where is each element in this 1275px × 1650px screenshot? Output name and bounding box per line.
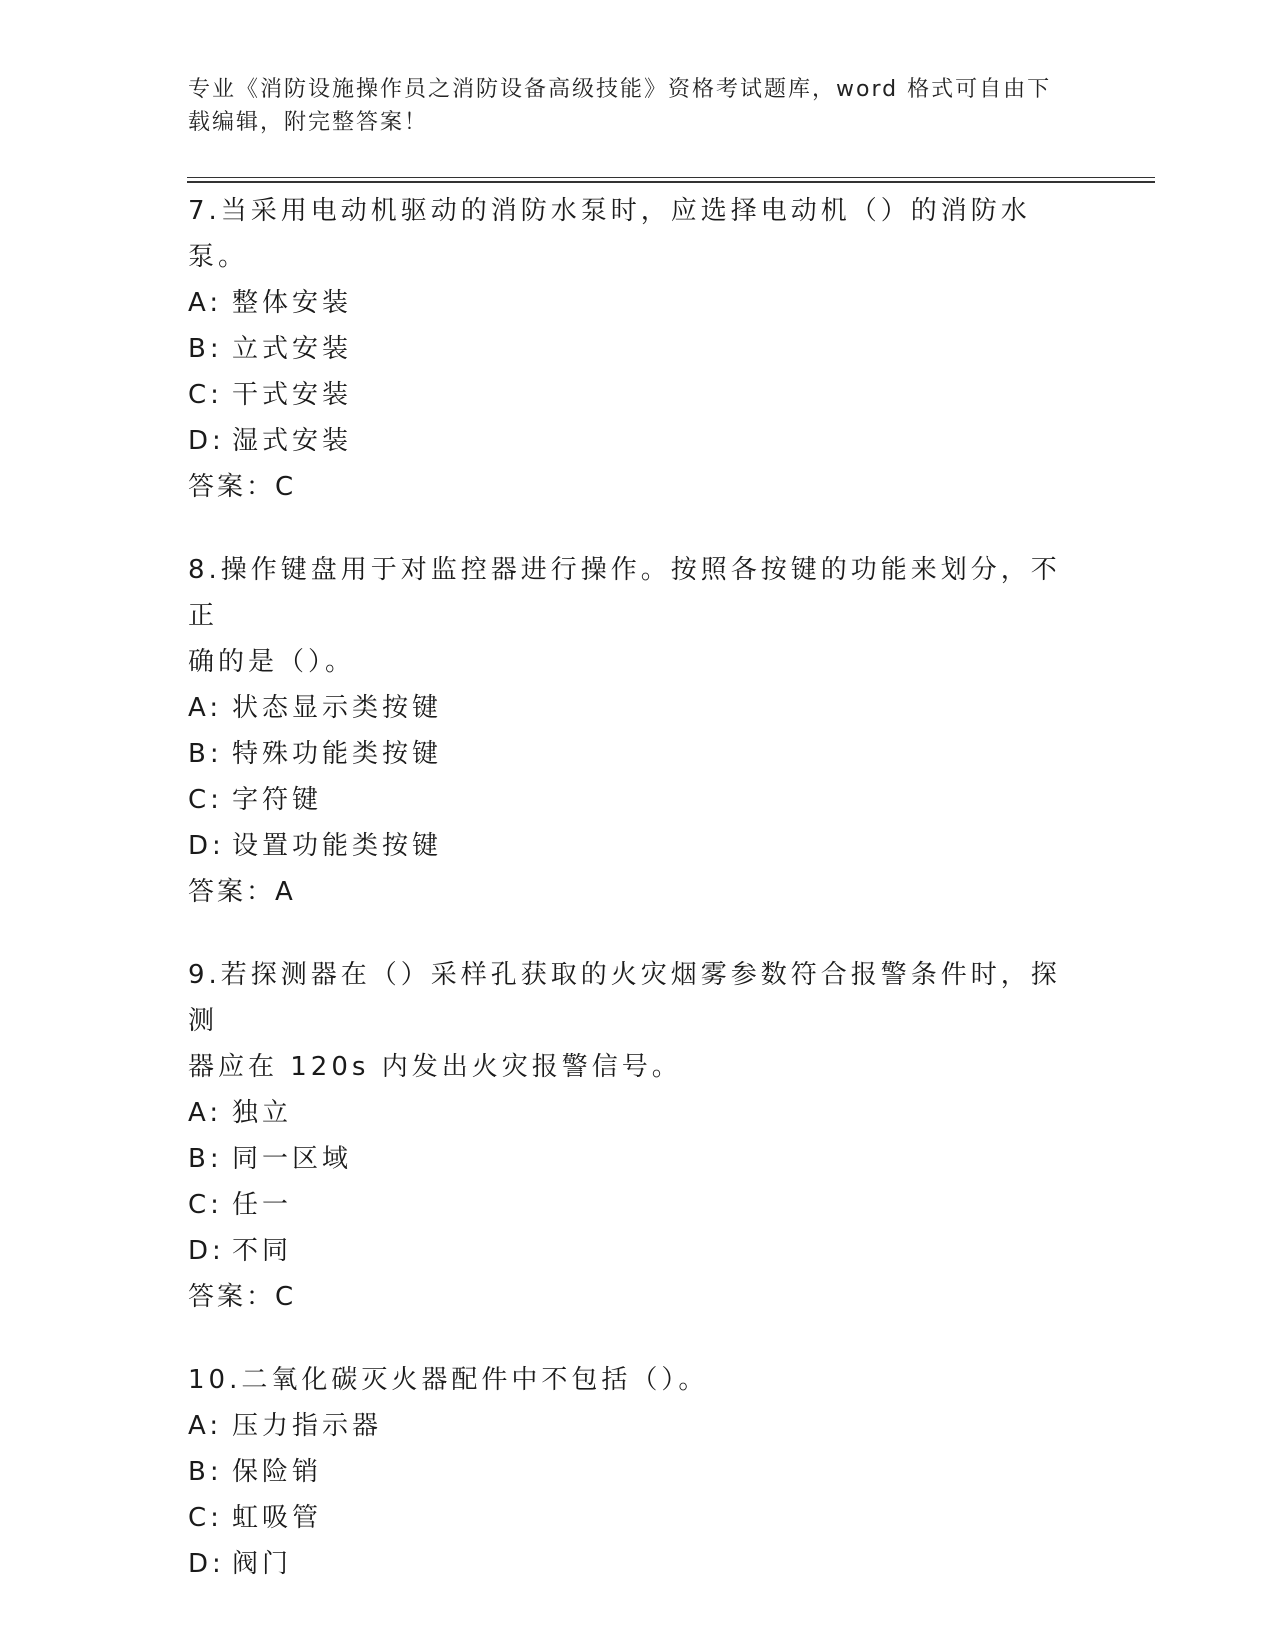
answer-line: 答案：C <box>188 472 297 502</box>
question-stem: 7.当采用电动机驱动的消防水泵时，应选择电动机（）的消防水泵。 <box>188 196 1031 272</box>
option-text: 独立 <box>232 1098 293 1128</box>
option-key: C: <box>188 1190 223 1220</box>
option-d <box>188 418 1088 464</box>
option-a <box>188 1403 1088 1449</box>
question-stem-line-2: 确的是（）。 <box>188 647 356 677</box>
option-key: C: <box>188 380 223 410</box>
question-stem-line-1: 8.操作键盘用于对监控器进行操作。按照各按键的功能来划分，不正 <box>188 555 1061 631</box>
option-text: 阀门 <box>232 1549 293 1579</box>
option-key: B: <box>188 1144 223 1174</box>
option-key: A: <box>188 1411 223 1441</box>
question-7 <box>188 188 1088 510</box>
option-c <box>188 1182 1088 1228</box>
option-key: D: <box>188 1236 225 1266</box>
option-key: A: <box>188 288 223 318</box>
option-key: D: <box>188 426 225 456</box>
document-header <box>188 73 1088 139</box>
option-key: D: <box>188 831 225 861</box>
option-text: 整体安装 <box>232 288 353 318</box>
option-text: 干式安装 <box>232 380 353 410</box>
option-text: 同一区域 <box>232 1144 353 1174</box>
option-c <box>188 777 1088 823</box>
option-c <box>188 372 1088 418</box>
question-stem-line-2: 器应在 120s 内发出火灾报警信号。 <box>188 1052 682 1082</box>
question-8 <box>188 547 1088 915</box>
option-b <box>188 1449 1088 1495</box>
option-d <box>188 1228 1088 1274</box>
header-line-1: 专业《消防设施操作员之消防设备高级技能》资格考试题库，word 格式可自由下 <box>188 77 1052 102</box>
option-key: C: <box>188 1503 223 1533</box>
header-line-2: 载编辑，附完整答案！ <box>188 110 429 135</box>
option-d <box>188 823 1088 869</box>
option-b <box>188 326 1088 372</box>
option-text: 字符键 <box>232 785 323 815</box>
option-text: 设置功能类按键 <box>232 831 443 861</box>
option-text: 不同 <box>232 1236 293 1266</box>
question-list <box>188 188 1088 1624</box>
option-a <box>188 685 1088 731</box>
option-text: 任一 <box>232 1190 293 1220</box>
option-text: 保险销 <box>232 1457 323 1487</box>
option-key: B: <box>188 334 223 364</box>
header-divider-thick <box>187 181 1155 183</box>
option-key: C: <box>188 785 223 815</box>
option-key: B: <box>188 1457 223 1487</box>
option-text: 虹吸管 <box>232 1503 323 1533</box>
question-stem: 10.二氧化碳灭火器配件中不包括（）。 <box>188 1365 709 1395</box>
option-key: D: <box>188 1549 225 1579</box>
answer-line: 答案：C <box>188 1282 297 1312</box>
option-a <box>188 280 1088 326</box>
header-divider-thin <box>187 177 1155 178</box>
option-b <box>188 1136 1088 1182</box>
answer-line: 答案：A <box>188 877 296 907</box>
option-text: 立式安装 <box>232 334 353 364</box>
option-key: A: <box>188 1098 223 1128</box>
question-9 <box>188 952 1088 1320</box>
option-text: 压力指示器 <box>232 1411 383 1441</box>
option-c <box>188 1495 1088 1541</box>
option-text: 特殊功能类按键 <box>232 739 443 769</box>
option-text: 湿式安装 <box>232 426 353 456</box>
option-d <box>188 1541 1088 1587</box>
option-a <box>188 1090 1088 1136</box>
question-10 <box>188 1357 1088 1587</box>
option-key: B: <box>188 739 223 769</box>
option-key: A: <box>188 693 223 723</box>
option-text: 状态显示类按键 <box>232 693 443 723</box>
question-stem-line-1: 9.若探测器在（）采样孔获取的火灾烟雾参数符合报警条件时，探测 <box>188 960 1061 1036</box>
option-b <box>188 731 1088 777</box>
